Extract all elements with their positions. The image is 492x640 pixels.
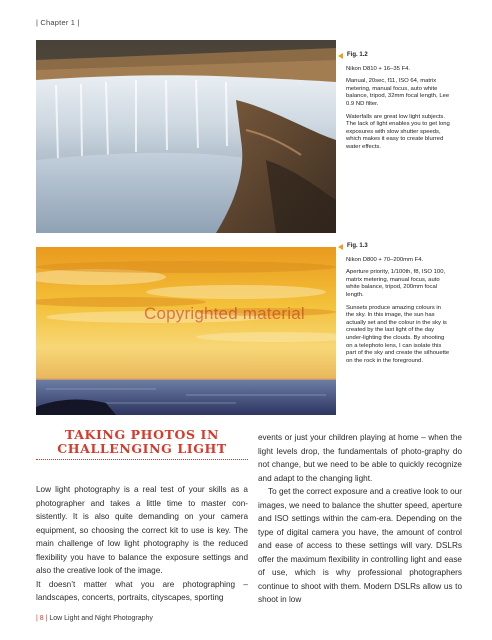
figure-label: Fig. 1.2 bbox=[347, 52, 368, 58]
caption-camera: Nikon D810 + 16–35 F4. bbox=[346, 65, 411, 72]
page-number: | 8 | bbox=[36, 615, 48, 622]
heading-divider bbox=[36, 459, 248, 460]
caption-description: Sunsets produce amazing colours in the sky. In this image, the sun has actually set and the colour in the sky is created by the last light of the day under-lighting the clouds. By shooting on a telephoto lens, I can isolate this part of the sky and create the silhouette on the rock in the foreground. bbox=[346, 304, 450, 364]
body-paragraph: To get the correct exposure and a creative look to our images, we need to balance the shutter speed, aperture and ISO settings within the cam-era. Depending on the type of digital camera you have, the amount of control and ease of access to these settings will vary. DSLRs offer the maximum flexibility in controlling light and ease of use, which is why professional photographers continue to shoot with them. Modern DSLRs allow us to shoot in low bbox=[258, 487, 462, 604]
section-heading-line: TAKING PHOTOS IN bbox=[64, 427, 220, 442]
body-paragraph: events or just your children playing at home – when the light levels drop, the fundamentals of photo-graphy do not change, but we need to be able to quickly recognize and adapt to the changing light. bbox=[258, 433, 462, 483]
figure-caption bbox=[346, 243, 450, 370]
body-paragraph: It doesn’t matter what you are photographing – landscapes, concerts, portraits, cityscapes, sporting bbox=[36, 579, 248, 602]
sunset-photo bbox=[36, 247, 336, 415]
watermark: Copyrighted material bbox=[144, 304, 305, 323]
section-heading bbox=[36, 428, 248, 456]
caption-settings: Manual, 20sec, f11, ISO 64, matrix metering, manual focus, auto white balance, tripod, 32mm focal length, Lee 0.9 ND filter. bbox=[346, 78, 450, 107]
body-column-left bbox=[36, 483, 248, 605]
body-paragraph: Low light photography is a real test of your skills as a photographer and takes a little time to master con-sistently. It is also quite demanding on your camera equipment, so choosing the correct kit to use is key. The main challenge of low light photography is the reduced flexibility you have to balance the exposure settings and also the creative look of the image. bbox=[36, 485, 248, 575]
chapter-label: | Chapter 1 | bbox=[36, 18, 80, 27]
caption-camera: Nikon D800 + 70–200mm F4. bbox=[346, 256, 424, 263]
page-footer bbox=[36, 615, 153, 622]
figure-caption bbox=[346, 52, 450, 157]
body-column-right bbox=[258, 431, 462, 607]
book-title: Low Light and Night Photography bbox=[49, 615, 153, 622]
caption-description: Waterfalls are great low light subjects. The lack of light enables you to get long exposures with slow shutter speeds, which makes it easy to create blurred water effects. bbox=[346, 113, 450, 150]
section-heading-line: CHALLENGING LIGHT bbox=[57, 441, 227, 456]
triangle-marker-icon bbox=[338, 244, 343, 250]
caption-settings: Aperture priority, 1/100th, f8, ISO 100, matrix metering, manual focus, auto white balance, tripod, 200mm focal length. bbox=[346, 269, 446, 298]
waterfall-photo bbox=[36, 40, 336, 233]
figure-label: Fig. 1.3 bbox=[347, 243, 368, 249]
triangle-marker-icon bbox=[338, 53, 343, 59]
